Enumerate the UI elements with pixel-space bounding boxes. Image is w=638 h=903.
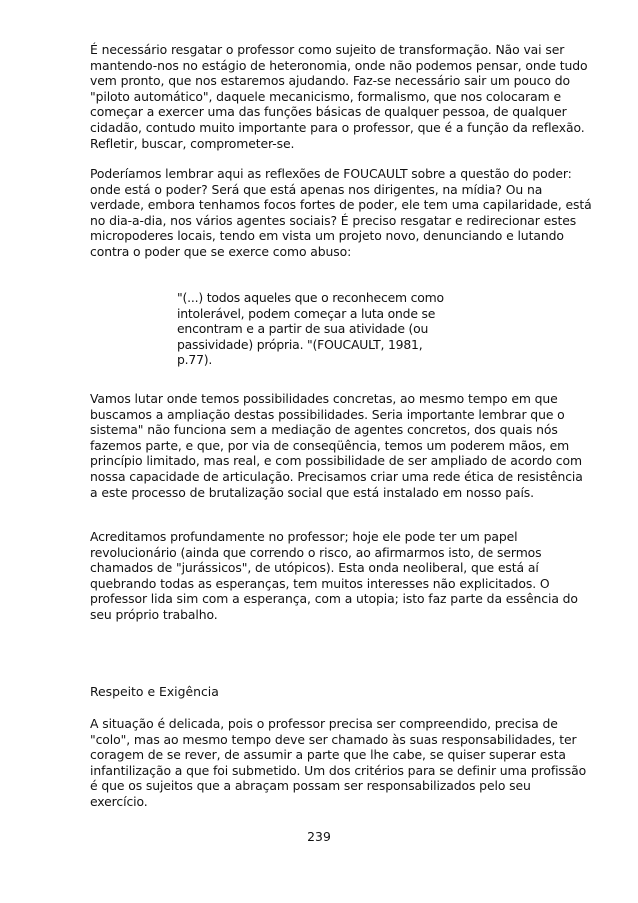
paragraph-3: Vamos lutar onde temos possibilidades concretas, ao mesmo tempo em que buscamos a ampliação destas possibilidades. Seria importante lembrar que o sistema" não funciona sem a mediação de agentes concretos, dos quais nós fazemos parte, e que, por via de conseqüência, temos um poderem mãos, em princípio limitado, mas real, e com possibilidade de ser ampliado de acordo com nossa capacidade de articulação. Precisamos criar uma rede ética de resistência a este processo de brutalização social que está instalado em nosso país. [90,391,583,500]
paragraph-2: Poderíamos lembrar aqui as reflexões de FOUCAULT sobre a questão do poder: onde está o poder? Será que está apenas nos dirigentes, na mídia? Ou na verdade, embora tenhamos focos fortes de poder, ele tem uma capilaridade, está no dia-a-dia, nos vários agentes sociais? É preciso resgatar e redirecionar estes micropoderes locais, tendo em vista um projeto novo, denunciando e lutando contra o poder que se exerce como abuso: [90,166,592,259]
paragraph-1: É necessário resgatar o professor como sujeito de transformação. Não vai ser mantendo-nos no estágio de heteronomia, onde não podemos pensar, onde tudo vem pronto, que nos estaremos ajudando. Faz-se necessário sair um pouco do "piloto automático", daquele mecanicismo, formalismo, que nos colocaram e começar a exercer uma das funções básicas de qualquer pessoa, de qualquer cidadão, contudo muito importante para o professor, que é a função da reflexão. Refletir, buscar, comprometer-se. [90,42,588,151]
block-quote: "(...) todos aqueles que o reconhecem como intolerável, podem começar a luta onde se encontram e a partir de sua atividade (ou passividade) própria. "(FOUCAULT, 1981, p.77). [177,290,444,368]
page-number: 239 [307,829,331,844]
paragraph-5: A situação é delicada, pois o professor precisa ser compreendido, precisa de "colo", mas ao mesmo tempo deve ser chamado às suas responsabilidades, ter coragem de se rever, de assumir a parte que lhe cabe, se quiser superar esta infantilização a que foi submetido. Um dos critérios para se definir uma profissão é que os sujeitos que a abraçam possam ser responsabilizados pelo seu exercício. [90,716,587,809]
paragraph-4: Acreditamos profundamente no professor; hoje ele pode ter um papel revolucionário (ainda que correndo o risco, ao afirmarmos isto, de sermos chamados de "jurássicos", de utópicos). Esta onda neoliberal, que está aí quebrando todas as esperanças, tem muitos interesses não explicitados. O professor lida sim com a esperança, com a utopia; isto faz parte da essência do seu próprio trabalho. [90,529,578,622]
section-heading: Respeito e Exigência [90,684,219,699]
